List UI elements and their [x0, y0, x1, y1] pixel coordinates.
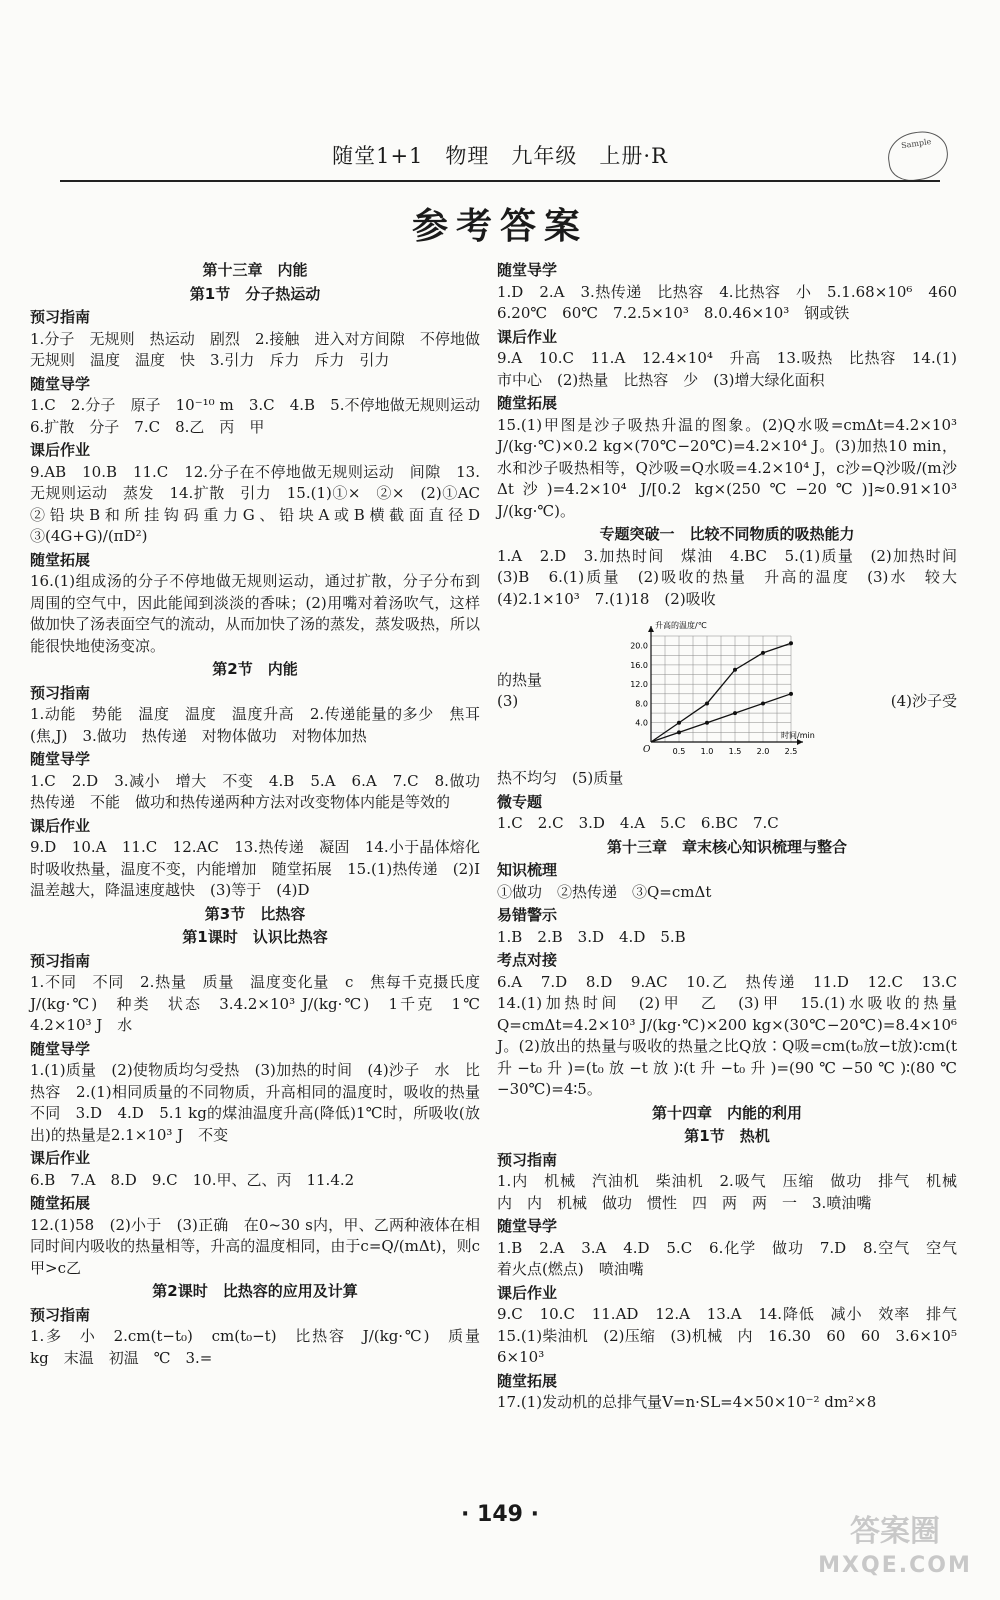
chapter-heading: 第十三章 内能	[202, 261, 308, 279]
chart-right-text: (4)沙子受	[890, 692, 957, 710]
subsection-heading: 预习指南	[30, 1305, 91, 1324]
subsection-heading: 微专题	[497, 792, 543, 811]
answer-paragraph: 1.不同 不同 2.热量 质量 温度变化量 c 焦每千克摄氏度 J/(kg·℃) 种类 状态 3.4.2×10³ J/(kg·℃) 1千克 1℃ 4.2×10³ J 水	[30, 973, 496, 1034]
answer-paragraph: 15.(1)甲图是沙子吸热升温的图象。(2)Q水吸=cmΔt=4.2×10³ J/(kg·℃)×0.2 kg×(70℃−20℃)=4.2×10⁴ J。(3)加热10 min，水和沙子吸热相等，Q沙吸=Q水吸=4.2×10⁴ J，c沙=Q沙吸/(m沙Δt沙)=4.2×10⁴ J/[0.2 kg×(250℃−20℃)]≈0.91×10³ J/(kg·℃)。	[497, 415, 957, 520]
section-heading: 第1节 热机	[684, 1127, 770, 1145]
y-axis-arrow	[648, 626, 654, 632]
subsection-heading: 随堂拓展	[30, 1194, 91, 1212]
answer-paragraph: 1.C 2.分子 原子 10⁻¹⁰ m 3.C 4.B 5.不停地做无规则运动 6.扩散 分子 7.C 8.乙 丙 甲	[30, 396, 496, 436]
x-tick-label: 0.5	[672, 747, 686, 756]
data-point	[705, 701, 709, 705]
subsection-heading: 课后作业	[30, 1149, 91, 1167]
site-watermark: 答案圈 MXQE.COM	[818, 1514, 972, 1578]
page-number: · 149 ·	[461, 1502, 539, 1527]
data-point	[761, 651, 765, 655]
header-rule	[60, 180, 940, 182]
answer-paragraph: 6.A 7.D 8.D 9.AC 10.乙 热传递 11.D 12.C 13.C 14.(1)加热时间 (2)甲 乙 (3)甲 15.(1)水吸收的热量Q=cmΔt=4.2×10³ J/(kg·℃)×200 kg×(30℃−20℃)=8.4×10⁶ J。(2)放出的热量与吸收的热量之比Q放∶Q吸=cm(t₀放−t放)∶cm(t升−t₀升)=(t₀放−t放)∶(t升−t₀升)=(90℃−50℃)∶(80℃−30℃)=4∶5。	[497, 972, 973, 1098]
subsection-heading: 随堂拓展	[497, 394, 558, 412]
subsection-heading: 预习指南	[30, 308, 91, 326]
x-tick-label: 1.5	[728, 747, 742, 756]
subsection-heading: 随堂导学	[497, 261, 558, 279]
subsection-heading: 预习指南	[30, 951, 91, 970]
book-header: 随堂1+1 物理 九年级 上册·R	[332, 144, 668, 168]
subsection-heading: 随堂拓展	[497, 1371, 558, 1390]
answer-paragraph: 1.C 2.C 3.D 4.A 5.C 6.BC 7.C	[497, 814, 779, 832]
subsection-heading: 课后作业	[497, 1283, 558, 1302]
y-axis-label: 升高的温度/℃	[655, 621, 707, 630]
answer-paragraph: 热不均匀 (5)质量	[497, 769, 624, 787]
subsection-heading: 课后作业	[497, 327, 558, 346]
answer-paragraph: 1.动能 势能 温度 温度 温度升高 2.传递能量的多少 焦耳(焦,J) 3.做功 热传递 对物体做功 对物体加热	[30, 705, 480, 745]
answer-paragraph: 1.内 机械 汽油机 柴油机 2.吸气 压缩 做功 排气 机械 内 内 机械 做功 惯性 四 两 两 一 3.喷油嘴	[497, 1172, 973, 1212]
subsection-heading: 考点对接	[497, 951, 558, 969]
data-point	[789, 692, 793, 696]
answer-paragraph: ①做功 ②热传递 ③Q=cmΔt	[497, 882, 712, 901]
y-tick-label: 20.0	[630, 641, 648, 651]
temperature-time-chart	[621, 614, 815, 764]
data-point	[761, 701, 765, 705]
answer-paragraph: 1.(1)质量 (2)使物质均匀受热 (3)加热的时间 (4)沙子 水 比热容 2.(1)相同质量的不同物质，升高相同的温度时，吸收的热量不同 3.D 4.D 5.1 kg的煤油温度升高(降低)1℃时，所吸收(放出)的热量是2.1×10³ J 不变	[30, 1061, 480, 1144]
page-title: 参考答案	[411, 206, 588, 247]
subsection-heading: 随堂拓展	[30, 550, 91, 569]
topic-heading: 专题突破一 比较不同物质的吸热能力	[599, 525, 855, 543]
answer-paragraph: 1.分子 无规则 热运动 剧烈 2.接触 进入对方间隙 不停地做无规则 温度 温度 快 3.引力 斥力 斥力 引力	[30, 329, 480, 369]
data-point	[733, 668, 737, 672]
x-tick-label: 1.0	[700, 747, 714, 756]
chart-row	[497, 614, 957, 764]
chart-left-text: 的热量 (3)	[497, 671, 558, 710]
data-point	[705, 721, 709, 725]
chapter-heading: 第十四章 内能的利用	[651, 1103, 802, 1122]
answer-paragraph: 1.多 小 2.cm(t−t₀) cm(t₀−t) 比热容 J/(kg·℃) 质量 kg 末温 初温 ℃ 3.=	[30, 1327, 496, 1367]
subsection-heading: 随堂导学	[30, 750, 91, 768]
subsection-heading: 预习指南	[497, 1150, 558, 1169]
subsection-heading: 预习指南	[30, 683, 91, 702]
data-point	[733, 711, 737, 715]
answer-paragraph: 6.B 7.A 8.D 9.C 10.甲、乙、丙 11.4.2	[30, 1170, 355, 1189]
subsection-heading: 知识梳理	[497, 861, 558, 879]
lesson-heading: 第2课时 比热容的应用及计算	[152, 1282, 358, 1300]
answer-paragraph: 1.D 2.A 3.热传递 比热容 4.比热容 小 5.1.68×10⁶ 460 6.20℃ 60℃ 7.2.5×10³ 8.0.46×10³ 钢或铁	[497, 282, 973, 322]
answer-paragraph: 1.C 2.D 3.减小 增大 不变 4.B 5.A 6.A 7.C 8.做功 热传递 不能 做功和热传递两种方法对改变物体内能是等效的	[30, 771, 496, 811]
left-column	[30, 258, 496, 1369]
y-tick-label: 12.0	[630, 680, 648, 690]
answer-paragraph: 1.B 2.A 3.A 4.D 5.C 6.化学 做功 7.D 8.空气 空气 着火点(燃点) 喷油嘴	[497, 1238, 973, 1278]
subsection-heading: 随堂导学	[497, 1217, 558, 1235]
x-axis-label: 时间/min	[781, 731, 815, 740]
answer-paragraph: 17.(1)发动机的总排气量V=n·SL=4×50×10⁻² dm²×8	[497, 1393, 877, 1411]
section-heading: 第2节 内能	[212, 660, 298, 678]
answer-paragraph: 9.D 10.A 11.C 12.AC 13.热传递 凝固 14.小于晶体熔化时吸收热量，温度不变，内能增加 随堂拓展 15.(1)热传递 (2)Ⅰ 温差越大，降温速度越快 (3)等于 (4)D	[30, 838, 496, 899]
data-point	[789, 641, 793, 645]
data-point	[677, 730, 681, 734]
subsection-heading: 随堂导学	[30, 1039, 91, 1058]
section-heading: 第十三章 章末核心知识梳理与整合	[606, 837, 847, 856]
lesson-heading: 第1课时 认识比热容	[182, 928, 328, 946]
y-tick-label: 16.0	[630, 660, 648, 670]
y-tick-label: 4.0	[635, 718, 648, 728]
subsection-heading: 随堂导学	[30, 374, 91, 393]
origin-label: O	[643, 745, 651, 755]
subsection-heading: 课后作业	[30, 441, 91, 459]
y-tick-label: 8.0	[635, 699, 648, 709]
subsection-heading: 课后作业	[30, 816, 91, 835]
answer-paragraph: 12.(1)58 (2)小于 (3)正确 在0~30 s内，甲、乙两种液体在相同时间内吸收的热量相等，升高的温度相同，由于c=Q/(mΔt)，则c甲>c乙	[30, 1215, 480, 1277]
sample-stamp: Sample	[885, 128, 951, 184]
subsection-heading: 易错警示	[497, 906, 558, 924]
section-heading: 第3节 比热容	[204, 904, 306, 923]
x-tick-label: 2.5	[784, 747, 798, 756]
section-heading: 第1节 分子热运动	[189, 284, 321, 303]
answer-paragraph: 1.A 2.D 3.加热时间 煤油 4.BC 5.(1)质量 (2)加热时间 (3)B 6.(1)质量 (2)吸收的热量 升高的温度 (3)水 较大 (4)2.1×10³ 7.(1)18 (2)吸收	[497, 546, 973, 608]
data-point	[677, 721, 681, 725]
answer-paragraph: 16.(1)组成汤的分子不停地做无规则运动，通过扩散，分子分布到周围的空气中，因此能闻到淡淡的香味；(2)用嘴对着汤吹气，这样做加快了汤表面空气的流动，从而加快了汤的蒸发，蒸发吸热，所以能很快地使汤变凉。	[30, 572, 481, 655]
x-tick-label: 2.0	[756, 747, 770, 756]
answer-paragraph: 9.AB 10.B 11.C 12.分子在不停地做无规则运动 间隙 13.无规则运动 蒸发 14.扩散 引力 15.(1)①× ②× (2)①AC ②铅块B和所挂钩码重力G、铅块A或B横截面直径D ③(4G+G)/(πD²)	[30, 462, 496, 545]
answer-paragraph: 1.B 2.B 3.D 4.D 5.B	[497, 927, 686, 946]
answer-paragraph: 9.A 10.C 11.A 12.4×10⁴ 升高 13.吸热 比热容 14.(1)市中心 (2)热量 比热容 少 (3)增大绿化面积	[497, 349, 957, 389]
answer-paragraph: 9.C 10.C 11.AD 12.A 13.A 14.降低 减小 效率 排气 15.(1)柴油机 (2)压缩 (3)机械 内 16.30 60 60 3.6×10⁵ 6×10³	[497, 1305, 973, 1366]
right-column	[497, 258, 973, 1414]
